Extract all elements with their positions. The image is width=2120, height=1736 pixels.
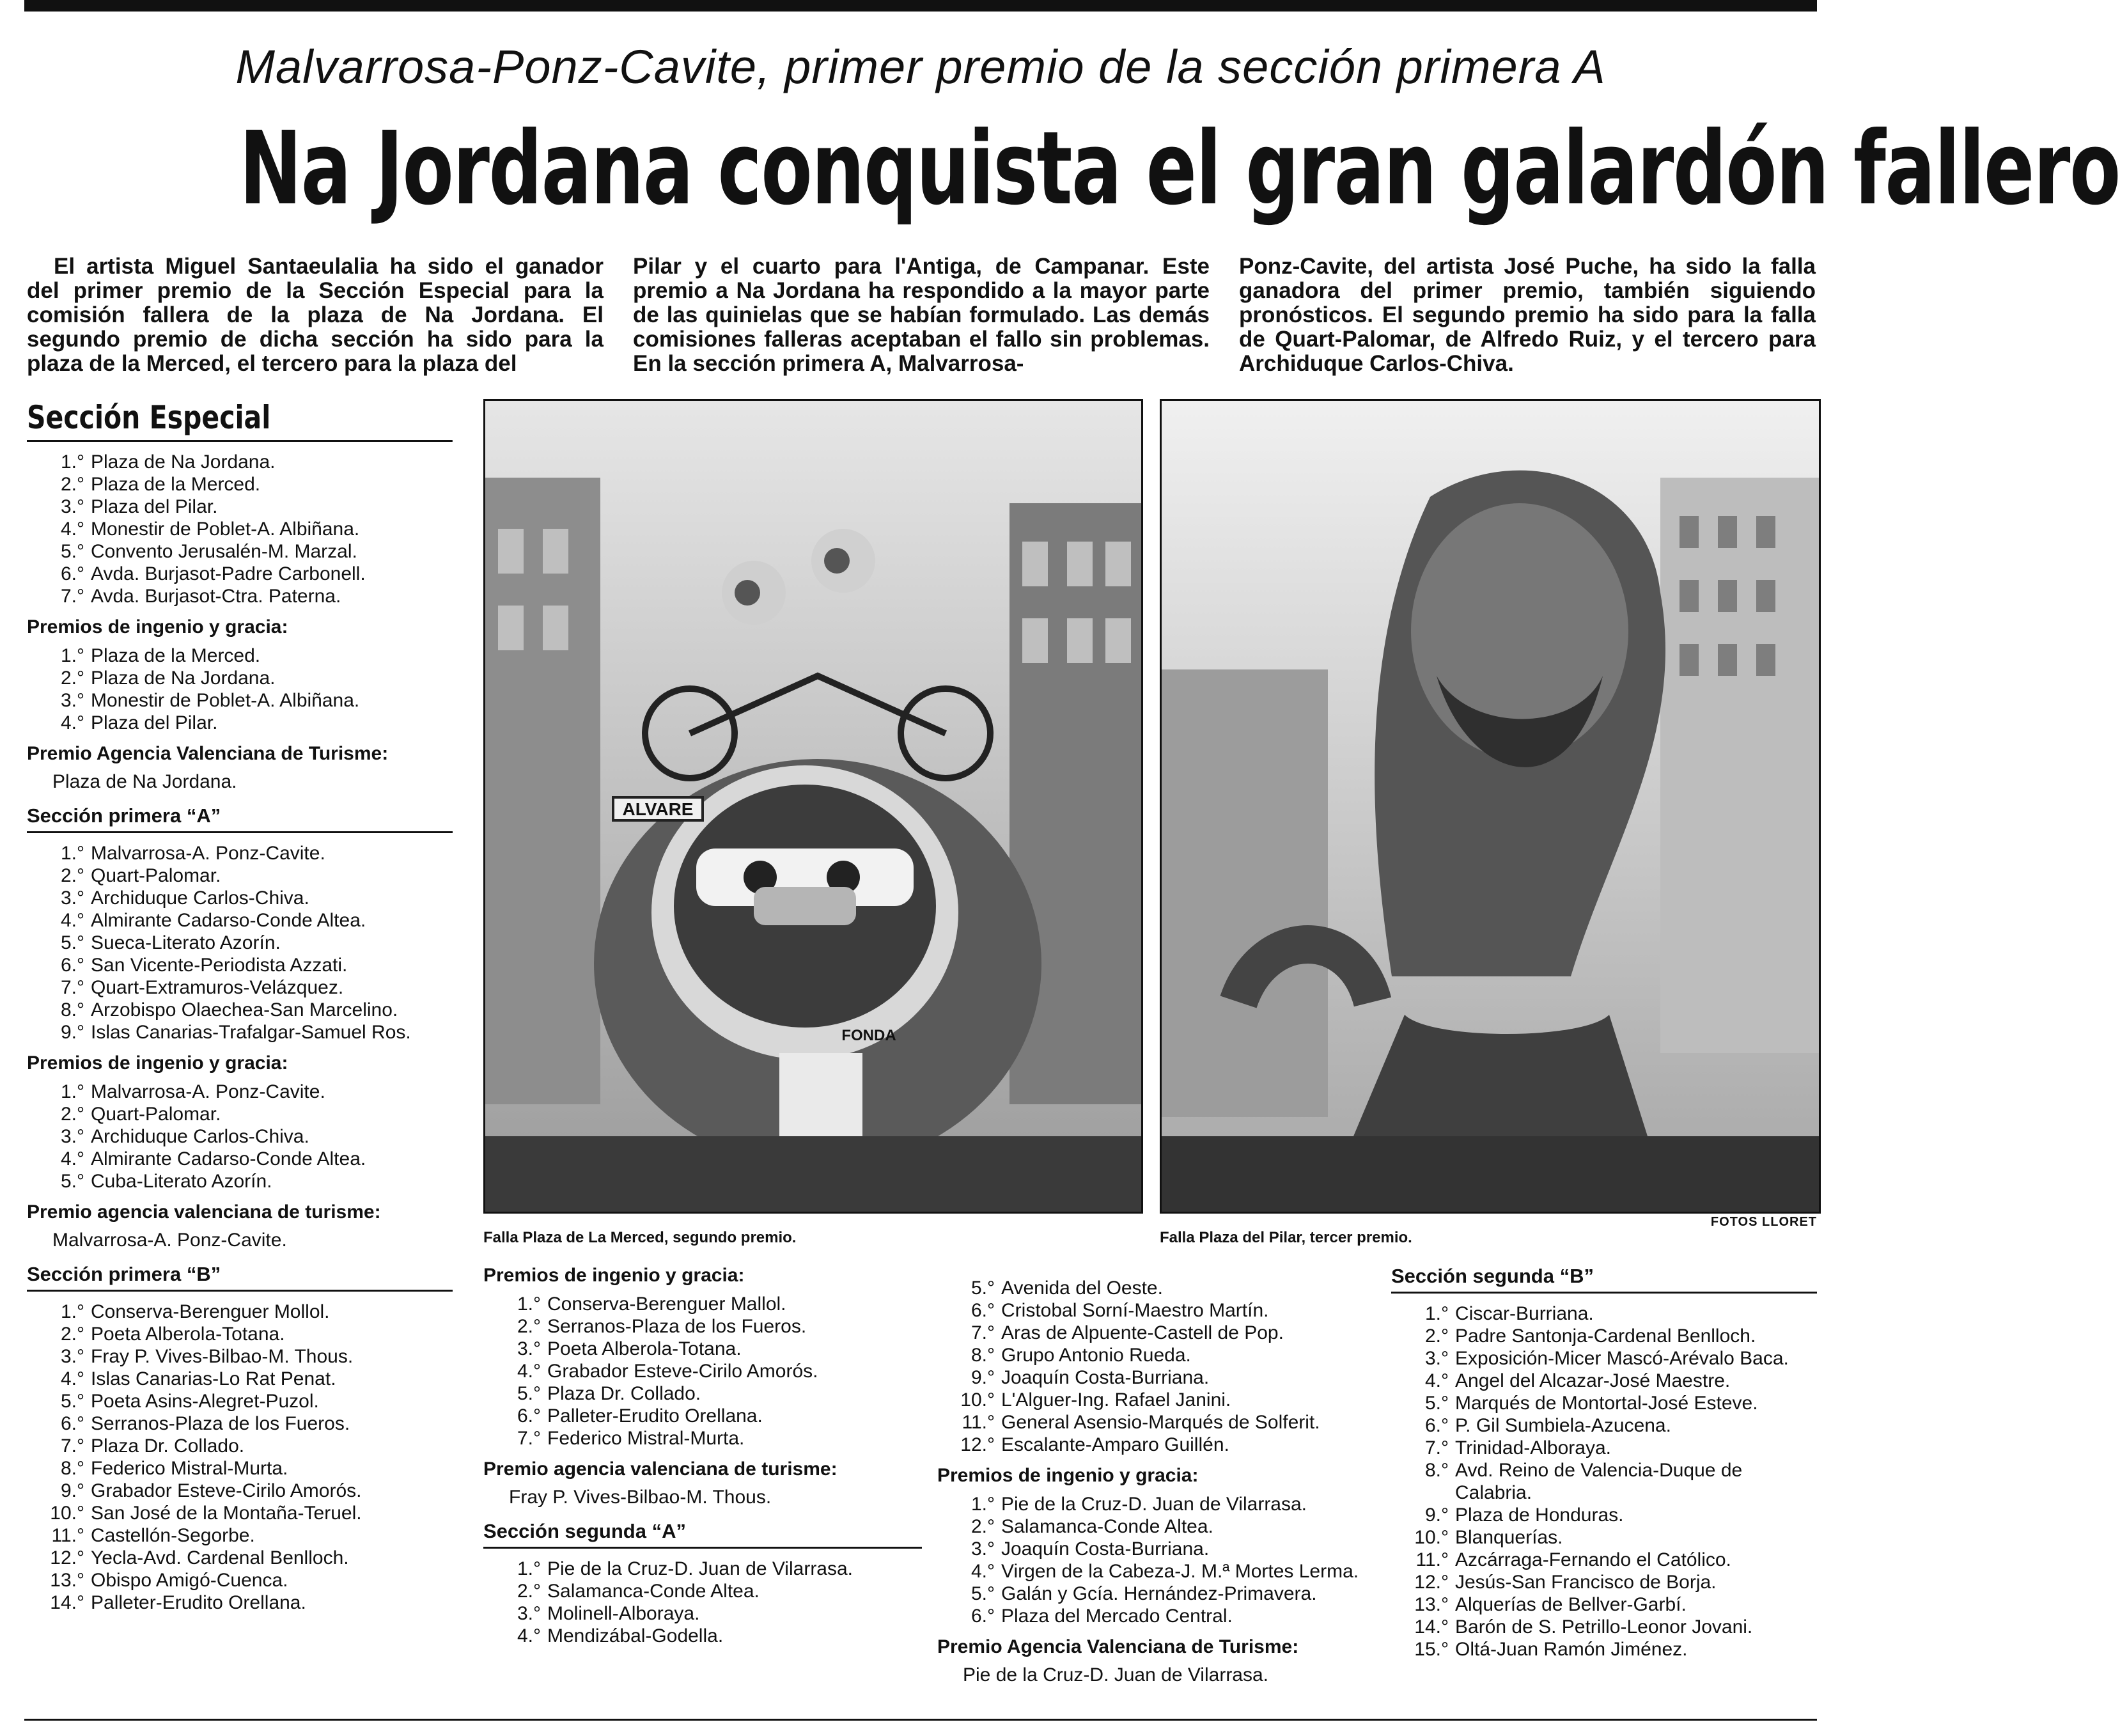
list-segunda-a-part2 — [937, 1277, 1376, 1456]
list-item — [27, 976, 453, 999]
list-item-rank: 2.° — [60, 474, 84, 495]
list-primera-a — [27, 842, 453, 1044]
list-item-rank: 6.° — [517, 1405, 541, 1427]
list-item — [27, 1125, 453, 1148]
list-item — [937, 1538, 1376, 1560]
list-item — [937, 1434, 1376, 1456]
list-item-rank: 4.° — [1424, 1370, 1449, 1391]
list-item-rank: 2.° — [60, 1104, 84, 1125]
list-item — [27, 1547, 453, 1569]
list-item-rank: 11.° — [962, 1412, 995, 1433]
list-item-rank: 10.° — [50, 1503, 84, 1524]
list-item — [27, 689, 453, 712]
list-item-rank: 3.° — [60, 690, 84, 711]
list-item-rank: 1.° — [60, 451, 84, 473]
list-item-rank: 11.° — [51, 1525, 84, 1546]
list-item — [937, 1411, 1376, 1434]
list-segunda-b — [1391, 1302, 1817, 1661]
list-item-name: Molinell-Alboraya. — [547, 1603, 700, 1624]
list-item — [27, 1569, 453, 1591]
list-item — [1391, 1549, 1817, 1571]
list-item — [27, 1591, 453, 1614]
list-item-name: Plaza de Na Jordana. — [91, 451, 276, 473]
list-item — [27, 645, 453, 667]
list-item-name: Convento Jerusalén-M. Marzal. — [91, 541, 357, 562]
list-item — [1391, 1459, 1817, 1504]
list-item — [27, 1323, 453, 1345]
falla-merced-illustration — [485, 401, 1141, 1212]
list-item — [937, 1515, 1376, 1538]
list-item-rank: 9.° — [60, 1022, 84, 1043]
list-item-name: Fray P. Vives-Bilbao-M. Thous. — [91, 1346, 354, 1367]
list-item — [483, 1382, 922, 1405]
list-item-name: Poeta Alberola-Totana. — [547, 1338, 742, 1359]
list-item-rank: 8.° — [60, 1458, 84, 1479]
list-item-rank: 1.° — [517, 1558, 541, 1579]
list-item-rank: 5.° — [970, 1278, 995, 1299]
list-item — [27, 842, 453, 864]
mid-column-1 — [483, 1265, 922, 1647]
list-item-rank: 6.° — [60, 955, 84, 976]
list-item-name: Oltá-Juan Ramón Jiménez. — [1455, 1639, 1688, 1660]
list-primera-b — [27, 1301, 453, 1614]
list-item — [27, 1170, 453, 1193]
list-item — [27, 1435, 453, 1457]
list-item-rank: 2.° — [517, 1581, 541, 1602]
list-item-rank: 4.° — [517, 1625, 541, 1646]
list-item-rank: 2.° — [1424, 1325, 1449, 1347]
list-item — [483, 1293, 922, 1315]
list-item-name: Angel del Alcazar-José Maestre. — [1455, 1370, 1731, 1391]
list-item-name: Plaza del Mercado Central. — [1001, 1606, 1233, 1627]
list-item-name: Obispo Amigó-Cuenca. — [91, 1570, 288, 1591]
list-item — [483, 1602, 922, 1625]
list-item — [937, 1277, 1376, 1299]
list-item-name: Poeta Alberola-Totana. — [91, 1324, 285, 1345]
falla-pilar-illustration — [1162, 401, 1819, 1212]
list-item-rank: 7.° — [970, 1322, 995, 1343]
section-title-segunda-a: Sección segunda “A” — [483, 1520, 922, 1549]
list-item-name: Trinidad-Alboraya. — [1455, 1437, 1611, 1458]
list-item — [27, 1457, 453, 1480]
list-item-name: Cuba-Literato Azorín. — [91, 1171, 272, 1192]
list-item-rank: 3.° — [60, 888, 84, 909]
list-item — [27, 451, 453, 473]
mid-column-2 — [937, 1277, 1376, 1694]
subtitle-ingenio-segunda-a: Premios de ingenio y gracia: — [937, 1465, 1199, 1486]
list-item-rank: 1.° — [517, 1294, 541, 1315]
list-item-rank: 7.° — [60, 586, 84, 607]
list-item-rank: 4.° — [60, 1148, 84, 1169]
list-item-name: Plaza de Honduras. — [1455, 1505, 1624, 1526]
list-item-rank: 14.° — [1414, 1616, 1449, 1638]
list-item-rank: 3.° — [970, 1538, 995, 1560]
list-item — [483, 1580, 922, 1602]
list-item-name: Castellón-Segorbe. — [91, 1525, 255, 1546]
bottom-rule — [24, 1719, 1817, 1721]
list-item-name: Barón de S. Petrillo-Leonor Jovani. — [1455, 1616, 1753, 1638]
list-item — [1391, 1347, 1817, 1370]
list-item — [27, 518, 453, 540]
list-item-name: Aras de Alpuente-Castell de Pop. — [1001, 1322, 1284, 1343]
lead-col-2: Pilar y el cuarto para l'Antiga, de Campanar. Este premio a Na Jordana ha respondido a la mayor parte de las quinielas que se habían formulado. Las demás comisiones falleras aceptaban el fallo sin problemas. En la sección primera A, Malvarrosa- — [633, 254, 1210, 376]
list-item — [1391, 1504, 1817, 1526]
list-item-rank: 14.° — [50, 1592, 84, 1613]
list-item-rank: 10.° — [960, 1389, 995, 1411]
list-item — [937, 1605, 1376, 1627]
section-title-primera-a: Sección primera “A” — [27, 804, 453, 833]
list-item-name: Virgen de la Cabeza-J. M.ª Mortes Lerma. — [1001, 1561, 1359, 1582]
list-item-rank: 15.° — [1414, 1639, 1449, 1660]
list-item-rank: 11.° — [1415, 1549, 1449, 1570]
list-item-name: Joaquín Costa-Burriana. — [1001, 1538, 1210, 1560]
list-item-rank: 3.° — [517, 1603, 541, 1624]
list-item-name: Jesús-San Francisco de Borja. — [1455, 1572, 1717, 1593]
list-item-name: Ciscar-Burriana. — [1455, 1303, 1594, 1324]
list-item-name: Escalante-Amparo Guillén. — [1001, 1434, 1229, 1455]
list-ingenio-segunda-a — [937, 1493, 1376, 1627]
list-item — [27, 1148, 453, 1170]
list-item-name: Archiduque Carlos-Chiva. — [91, 1126, 309, 1147]
list-item-rank: 9.° — [1424, 1505, 1449, 1526]
left-column — [27, 387, 453, 1614]
list-item-rank: 7.° — [60, 977, 84, 998]
list-item — [27, 887, 453, 909]
list-item-name: San Vicente-Periodista Azzati. — [91, 955, 348, 976]
list-item-name: Azcárraga-Fernando el Católico. — [1455, 1549, 1731, 1570]
lead-col-1: El artista Miguel Santaeulalia ha sido el ganador del primer premio de la Sección Especial para la comisión fallera de la plaza de Na Jordana. El segundo premio de dicha sección ha sido para la plaza de la Merced, el tercero para la plaza del — [27, 254, 604, 376]
list-item-rank: 4.° — [970, 1561, 995, 1582]
list-item — [27, 712, 453, 734]
list-item-name: Palleter-Erudito Orellana. — [547, 1405, 763, 1427]
list-item — [1391, 1526, 1817, 1549]
list-item-rank: 5.° — [60, 1391, 84, 1412]
list-item-name: Plaza Dr. Collado. — [91, 1435, 245, 1457]
list-item-name: Conserva-Berenguer Mollol. — [91, 1301, 330, 1322]
caption-merced: Falla Plaza de La Merced, segundo premio. — [483, 1229, 797, 1246]
list-item-rank: 5.° — [60, 932, 84, 953]
list-item-rank: 2.° — [970, 1516, 995, 1537]
list-item-rank: 2.° — [517, 1316, 541, 1337]
list-item-rank: 12.° — [1414, 1572, 1449, 1593]
list-item — [27, 1390, 453, 1412]
list-item-rank: 2.° — [60, 865, 84, 886]
list-item-name: Mendizábal-Godella. — [547, 1625, 724, 1646]
list-ingenio-especial — [27, 645, 453, 734]
list-item — [483, 1315, 922, 1338]
list-item — [27, 1524, 453, 1547]
list-item-rank: 5.° — [970, 1583, 995, 1604]
list-item — [1391, 1593, 1817, 1616]
list-item-name: Plaza de la Merced. — [91, 645, 261, 666]
award-agencia-primera-a: Malvarrosa-A. Ponz-Cavite. — [52, 1230, 287, 1251]
subtitle-agencia-especial: Premio Agencia Valenciana de Turisme: — [27, 743, 389, 764]
list-item-rank: 1.° — [1424, 1303, 1449, 1324]
list-item — [27, 1103, 453, 1125]
list-item-name: Malvarrosa-A. Ponz-Cavite. — [91, 843, 325, 864]
list-item-rank: 4.° — [60, 519, 84, 540]
shirt-label: FONDA — [841, 1027, 896, 1044]
list-item-name: Marqués de Montortal-José Esteve. — [1455, 1393, 1758, 1414]
subtitle-ingenio-primera-a: Premios de ingenio y gracia: — [27, 1052, 288, 1074]
section-title-segunda-b: Sección segunda “B” — [1391, 1265, 1817, 1294]
list-item-name: Plaza Dr. Collado. — [547, 1383, 701, 1404]
list-item-rank: 1.° — [60, 1301, 84, 1322]
list-item-name: Federico Mistral-Murta. — [547, 1428, 745, 1449]
list-item-name: Avenida del Oeste. — [1001, 1278, 1163, 1299]
list-item-name: San José de la Montaña-Teruel. — [91, 1503, 362, 1524]
list-item-name: Plaza del Pilar. — [91, 496, 218, 517]
list-item-name: Grabador Esteve-Cirilo Amorós. — [547, 1361, 818, 1382]
list-item-name: Padre Santonja-Cardenal Benlloch. — [1455, 1325, 1756, 1347]
list-item — [1391, 1437, 1817, 1459]
list-item — [1391, 1392, 1817, 1414]
list-item-rank: 4.° — [60, 1368, 84, 1389]
list-item-rank: 13.° — [1414, 1594, 1449, 1615]
list-item — [1391, 1616, 1817, 1638]
award-agencia-primera-b: Fray P. Vives-Bilbao-M. Thous. — [509, 1487, 772, 1508]
list-item — [483, 1625, 922, 1647]
section-title-especial: Sección Especial — [27, 399, 453, 442]
list-item — [937, 1389, 1376, 1411]
list-ingenio-primera-a — [27, 1081, 453, 1193]
list-item — [1391, 1302, 1817, 1325]
kicker: Malvarrosa-Ponz-Cavite, primer premio de la sección primera A — [235, 40, 1606, 93]
subtitle-ingenio-primera-b: Premios de ingenio y gracia: — [483, 1265, 745, 1286]
list-item-name: Salamanca-Conde Altea. — [1001, 1516, 1213, 1537]
list-item-rank: 13.° — [50, 1570, 84, 1591]
list-item-name: Yecla-Avd. Cardenal Benlloch. — [91, 1547, 349, 1568]
award-agencia-segunda-a: Pie de la Cruz-D. Juan de Vilarrasa. — [963, 1664, 1269, 1685]
list-item-name: Quart-Palomar. — [91, 1104, 221, 1125]
list-item-name: Galán y Gcía. Hernández-Primavera. — [1001, 1583, 1317, 1604]
list-item-name: P. Gil Sumbiela-Azucena. — [1455, 1415, 1671, 1436]
list-item — [937, 1366, 1376, 1389]
list-item-rank: 12.° — [50, 1547, 84, 1568]
list-item-rank: 12.° — [960, 1434, 995, 1455]
list-item-rank: 3.° — [60, 496, 84, 517]
subtitle-agencia-primera-a: Premio agencia valenciana de turisme: — [27, 1201, 381, 1223]
list-item-rank: 6.° — [60, 563, 84, 584]
list-item-name: Arzobispo Olaechea-San Marcelino. — [91, 999, 398, 1020]
top-rule — [24, 0, 1817, 12]
subtitle-agencia-segunda-a: Premio Agencia Valenciana de Turisme: — [937, 1636, 1299, 1657]
list-item-name: Exposición-Micer Mascó-Arévalo Baca. — [1455, 1348, 1789, 1369]
list-item — [1391, 1370, 1817, 1392]
list-item-rank: 5.° — [517, 1383, 541, 1404]
list-item-name: Pie de la Cruz-D. Juan de Vilarrasa. — [547, 1558, 853, 1579]
list-item-name: Avda. Burjasot-Padre Carbonell. — [91, 563, 366, 584]
list-item-rank: 7.° — [60, 1435, 84, 1457]
list-item-rank: 6.° — [1424, 1415, 1449, 1436]
list-item-rank: 1.° — [60, 843, 84, 864]
list-item-rank: 3.° — [1424, 1348, 1449, 1369]
award-agencia-especial: Plaza de Na Jordana. — [52, 771, 237, 792]
list-item — [27, 667, 453, 689]
list-item-rank: 3.° — [517, 1338, 541, 1359]
list-item — [27, 1412, 453, 1435]
list-item-rank: 6.° — [60, 1413, 84, 1434]
list-item-name: Avd. Reino de Valencia-Duque de Calabria. — [1455, 1460, 1743, 1503]
list-item-rank: 1.° — [60, 645, 84, 666]
list-item — [27, 999, 453, 1021]
list-item — [483, 1360, 922, 1382]
right-column — [1391, 1265, 1817, 1661]
list-item — [937, 1344, 1376, 1366]
list-item-name: Malvarrosa-A. Ponz-Cavite. — [91, 1081, 325, 1102]
list-item — [483, 1427, 922, 1450]
list-item-name: Federico Mistral-Murta. — [91, 1458, 288, 1479]
list-item-name: General Asensio-Marqués de Solferit. — [1001, 1412, 1320, 1433]
list-item-rank: 1.° — [970, 1494, 995, 1515]
list-item — [27, 473, 453, 496]
list-item — [483, 1558, 922, 1580]
list-item-name: Quart-Extramuros-Velázquez. — [91, 977, 344, 998]
list-item — [27, 496, 453, 518]
list-item-rank: 5.° — [1424, 1393, 1449, 1414]
list-item-name: Salamanca-Conde Altea. — [547, 1581, 760, 1602]
list-item-name: Plaza de Na Jordana. — [91, 668, 276, 689]
list-item — [27, 1345, 453, 1368]
list-item-rank: 9.° — [970, 1367, 995, 1388]
list-especial — [27, 451, 453, 607]
list-item-rank: 4.° — [60, 712, 84, 733]
list-item-rank: 8.° — [970, 1345, 995, 1366]
list-item — [27, 540, 453, 563]
list-item — [937, 1583, 1376, 1605]
list-item — [1391, 1325, 1817, 1347]
subtitle-ingenio-especial: Premios de ingenio y gracia: — [27, 616, 288, 637]
list-item-name: L'Alguer-Ing. Rafael Janini. — [1001, 1389, 1231, 1411]
headline: Na Jordana conquista el gran galardón fallero — [239, 110, 2120, 228]
list-item — [937, 1560, 1376, 1583]
list-item — [483, 1338, 922, 1360]
list-item-name: Almirante Cadarso-Conde Altea. — [91, 1148, 366, 1169]
list-item-name: Plaza del Pilar. — [91, 712, 218, 733]
list-item-name: Sueca-Literato Azorín. — [91, 932, 281, 953]
list-item-name: Alquerías de Bellver-Garbí. — [1455, 1594, 1687, 1615]
list-item-name: Poeta Asins-Alegret-Puzol. — [91, 1391, 319, 1412]
list-item — [27, 1368, 453, 1390]
list-item-name: Islas Canarias-Trafalgar-Samuel Ros. — [91, 1022, 411, 1043]
list-item-rank: 9.° — [60, 1480, 84, 1501]
photo-plaza-merced — [483, 399, 1143, 1214]
list-item-rank: 5.° — [60, 541, 84, 562]
list-item-name: Archiduque Carlos-Chiva. — [91, 888, 309, 909]
caption-pilar: Falla Plaza del Pilar, tercer premio. — [1160, 1229, 1412, 1246]
list-item — [27, 1502, 453, 1524]
list-item-name: Grabador Esteve-Cirilo Amorós. — [91, 1480, 362, 1501]
list-item-name: Monestir de Poblet-A. Albiñana. — [91, 519, 360, 540]
list-item — [27, 1480, 453, 1502]
list-item-rank: 3.° — [60, 1126, 84, 1147]
list-item-name: Blanquerías. — [1455, 1527, 1563, 1548]
list-item — [27, 954, 453, 976]
list-item-rank: 8.° — [1424, 1460, 1449, 1481]
list-item — [27, 563, 453, 585]
list-item — [937, 1322, 1376, 1344]
list-item-name: Plaza de la Merced. — [91, 474, 261, 495]
photo-credit: FOTOS LLORET — [1710, 1215, 1817, 1229]
helmet-label: ALVARE — [622, 799, 694, 819]
list-item-name: Monestir de Poblet-A. Albiñana. — [91, 690, 360, 711]
list-item — [937, 1299, 1376, 1322]
list-item-rank: 2.° — [60, 1324, 84, 1345]
list-item-name: Pie de la Cruz-D. Juan de Vilarrasa. — [1001, 1494, 1307, 1515]
list-item-name: Serranos-Plaza de los Fueros. — [547, 1316, 807, 1337]
list-item-name: Serranos-Plaza de los Fueros. — [91, 1413, 350, 1434]
list-item — [27, 1081, 453, 1103]
list-item — [1391, 1638, 1817, 1661]
list-item-rank: 5.° — [60, 1171, 84, 1192]
list-ingenio-primera-b — [483, 1293, 922, 1450]
list-item — [27, 1301, 453, 1323]
list-item-rank: 8.° — [60, 999, 84, 1020]
list-item — [27, 1021, 453, 1044]
list-item-name: Grupo Antonio Rueda. — [1001, 1345, 1191, 1366]
lead-col-3: Ponz-Cavite, del artista José Puche, ha sido la falla ganadora del primer premio, también siguiendo pronósticos. El segundo premio ha sido para la falla de Quart-Palomar, de Alfredo Ruiz, y el tercero para Archiduque Carlos-Chiva. — [1239, 254, 1816, 376]
list-item-rank: 3.° — [60, 1346, 84, 1367]
list-item-rank: 10.° — [1414, 1527, 1449, 1548]
list-item-rank: 4.° — [517, 1361, 541, 1382]
list-item-rank: 7.° — [517, 1428, 541, 1449]
list-item-name: Islas Canarias-Lo Rat Penat. — [91, 1368, 336, 1389]
subtitle-agencia-primera-b: Premio agencia valenciana de turisme: — [483, 1458, 838, 1480]
list-item-rank: 6.° — [970, 1300, 995, 1321]
list-item-rank: 4.° — [60, 910, 84, 931]
list-item-name: Avda. Burjasot-Ctra. Paterna. — [91, 586, 341, 607]
list-item — [1391, 1414, 1817, 1437]
list-item — [1391, 1571, 1817, 1593]
list-segunda-a-part1 — [483, 1558, 922, 1647]
list-item — [27, 909, 453, 932]
list-item — [27, 932, 453, 954]
list-item-rank: 1.° — [60, 1081, 84, 1102]
list-item — [27, 864, 453, 887]
list-item-name: Joaquín Costa-Burriana. — [1001, 1367, 1210, 1388]
list-item — [27, 585, 453, 607]
list-item-rank: 7.° — [1424, 1437, 1449, 1458]
list-item-name: Conserva-Berenguer Mallol. — [547, 1294, 786, 1315]
list-item-rank: 2.° — [60, 668, 84, 689]
list-item — [483, 1405, 922, 1427]
list-item — [937, 1493, 1376, 1515]
list-item-name: Almirante Cadarso-Conde Altea. — [91, 910, 366, 931]
list-item-name: Cristobal Sorní-Maestro Martín. — [1001, 1300, 1269, 1321]
list-item-name: Quart-Palomar. — [91, 865, 221, 886]
section-title-primera-b: Sección primera “B” — [27, 1263, 453, 1292]
list-item-name: Palleter-Erudito Orellana. — [91, 1592, 306, 1613]
list-item-rank: 6.° — [970, 1606, 995, 1627]
photo-plaza-pilar — [1160, 399, 1821, 1214]
